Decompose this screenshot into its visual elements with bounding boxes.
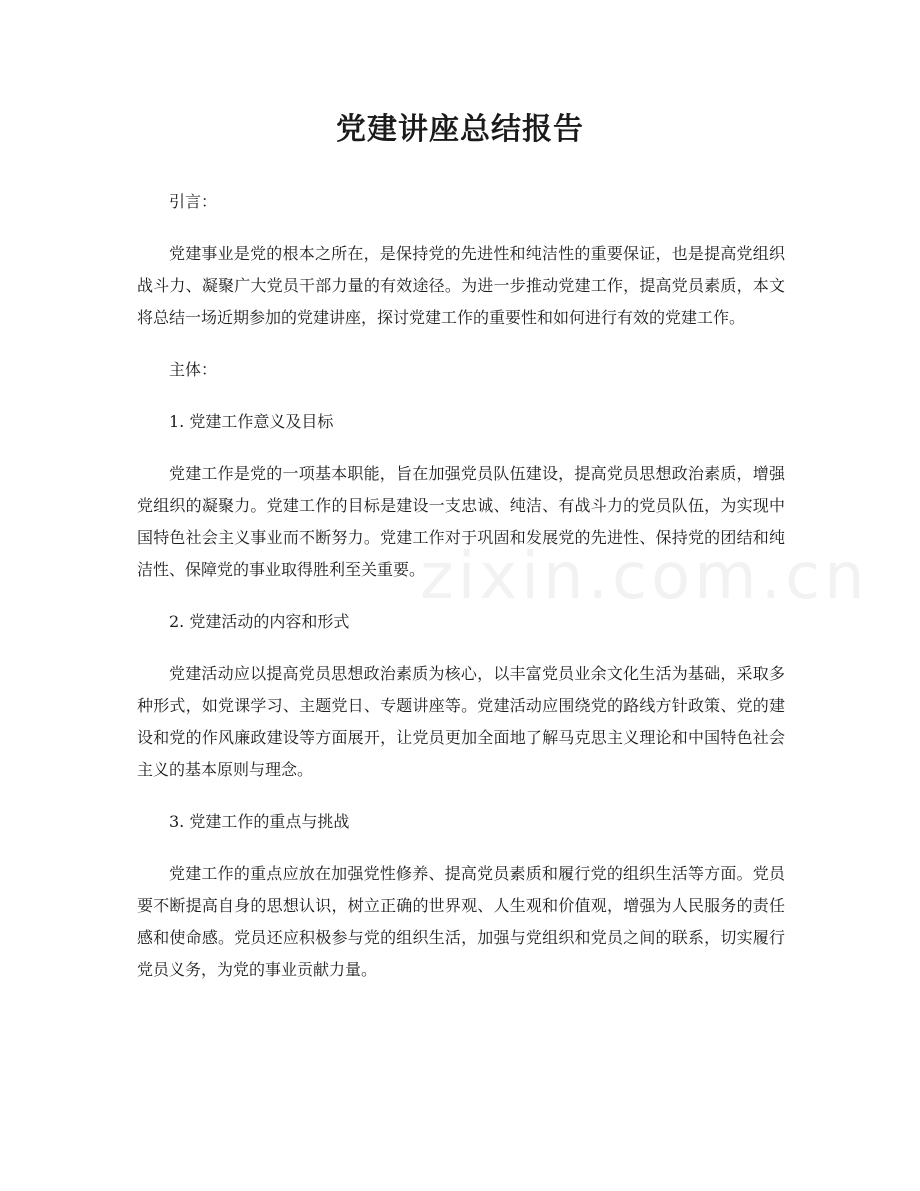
main-label: 主体： [169,360,218,379]
section-heading-2: 2. 党建活动的内容和形式 [169,612,350,631]
document-body [137,186,785,986]
section-heading-3: 3. 党建工作的重点与挑战 [169,812,350,831]
intro-label: 引言： [169,192,218,211]
section-paragraph-1: 党建工作是党的一项基本职能，旨在加强党员队伍建设，提高党员思想政治素质，增强党组织的凝聚力。党建工作的目标是建设一支忠诚、纯洁、有战斗力的党员队伍，为实现中国特色社会主义事业而不断努力。党建工作对于巩固和发展党的先进性、保持党的团结和纯洁性、保障党的事业取得胜利至关重要。 [137,464,785,579]
section-paragraph-2: 党建活动应以提高党员思想政治素质为核心，以丰富党员业余文化生活为基础，采取多种形式，如党课学习、主题党日、专题讲座等。党建活动应围绕党的路线方针政策、党的建设和党的作风廉政建设等方面展开，让党员更加全面地了解马克思主义理论和中国特色社会主义的基本原则与理念。 [137,664,785,779]
document-title: 党建讲座总结报告 [336,112,584,147]
section-heading-1: 1. 党建工作意义及目标 [169,412,334,431]
section-paragraph-3: 党建工作的重点应放在加强党性修养、提高党员素质和履行党的组织生活等方面。党员要不断提高自身的思想认识，树立正确的世界观、人生观和价值观，增强为人民服务的责任感和使命感。党员还应积极参与党的组织生活，加强与党组织和党员之间的联系，切实履行党员义务，为党的事业贡献力量。 [137,864,785,979]
intro-paragraph: 党建事业是党的根本之所在，是保持党的先进性和纯洁性的重要保证，也是提高党组织战斗力、凝聚广大党员干部力量的有效途径。为进一步推动党建工作，提高党员素质，本文将总结一场近期参加的党建讲座，探讨党建工作的重要性和如何进行有效的党建工作。 [137,244,785,327]
watermark: zixin.com.cn [420,540,869,614]
